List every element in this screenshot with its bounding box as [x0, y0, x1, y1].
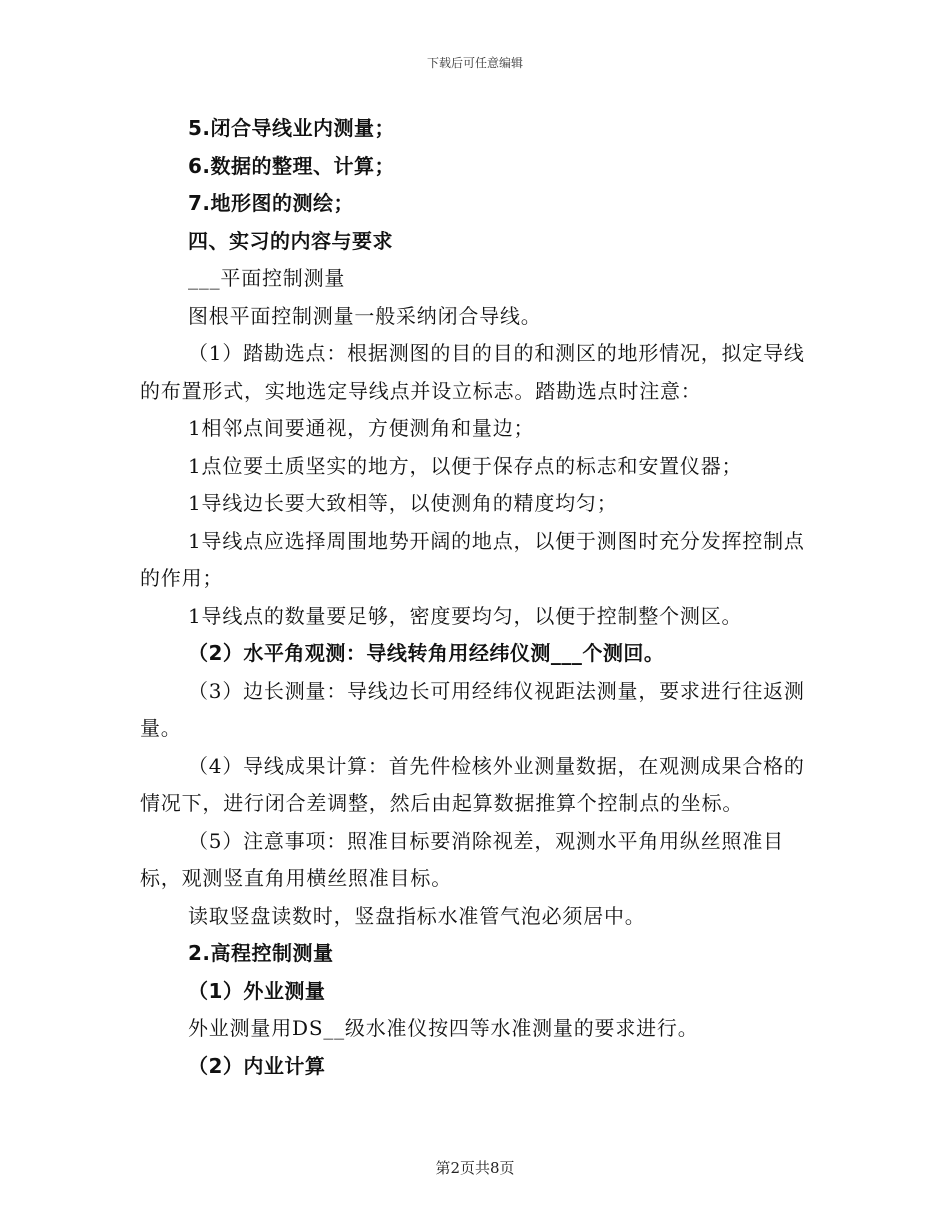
- note-equal-lengths: 1导线边长要大致相等，以使测角的精度均匀；: [188, 491, 618, 515]
- paragraph-field-survey: 外业测量用DS__级水准仪按四等水准测量的要求进行。: [188, 1016, 699, 1040]
- document-body: [140, 110, 812, 1085]
- note-point-density: 1导线点的数量要足够，密度要均匀，以便于控制整个测区。: [188, 603, 743, 628]
- page-footer: 第2页共8页: [435, 1159, 515, 1177]
- note-intervisibility: 1相邻点间要通视，方便测角和量边；: [188, 416, 535, 440]
- paragraph-traverse-intro: 图根平面控制测量一般采纳闭合导线。: [188, 303, 542, 328]
- note-solid-ground: 1点位要土质坚实的地方，以便于保存点的标志和安置仪器；: [188, 453, 743, 478]
- subheading-plane-control: ___平面控制测量: [188, 266, 346, 290]
- section-heading-elevation-control: 2.高程控制测量: [188, 941, 334, 965]
- list-item-closed-traverse: 5.闭合导线业内测量；: [188, 116, 396, 140]
- paragraph-vertical-reading: 读取竖盘读数时，竖盘指标水准管气泡必须居中。: [188, 903, 646, 928]
- paragraph-precautions: （5）注意事项：照准目标要消除视差，观测水平角用纵丝照准目标，观测竖直角用横丝照准目标。: [140, 828, 784, 890]
- subheading-office-calculation: （2）内业计算: [188, 1053, 326, 1078]
- paragraph-horizontal-angle: （2）水平角观测：导线转角用经纬仪测___个测回。: [188, 641, 665, 665]
- subheading-field-survey: （1）外业测量: [188, 978, 326, 1003]
- page-header: 下载后可任意编辑: [426, 56, 523, 70]
- list-item-topographic-mapping: 7.地形图的测绘；: [188, 191, 355, 215]
- paragraph-side-length: （3）边长测量：导线边长可用经纬仪视距法测量，要求进行往返测量。: [140, 678, 805, 740]
- paragraph-traverse-calculation: （4）导线成果计算：首先件检核外业测量数据，在观测成果合格的情况下，进行闭合差调整，然后由起算数据推算个控制点的坐标。: [140, 753, 805, 815]
- list-item-data-processing: 6.数据的整理、计算；: [188, 153, 396, 178]
- note-open-terrain: 1导线点应选择周围地势开阔的地点，以便于测图时充分发挥控制点的作用；: [140, 528, 805, 590]
- section-heading-content-requirements: 四、实习的内容与要求: [188, 228, 393, 253]
- paragraph-site-survey: （1）踏勘选点：根据测图的目的目的和测区的地形情况，拟定导线的布置形式，实地选定导线点并设立标志。踏勘选点时注意：: [140, 341, 805, 403]
